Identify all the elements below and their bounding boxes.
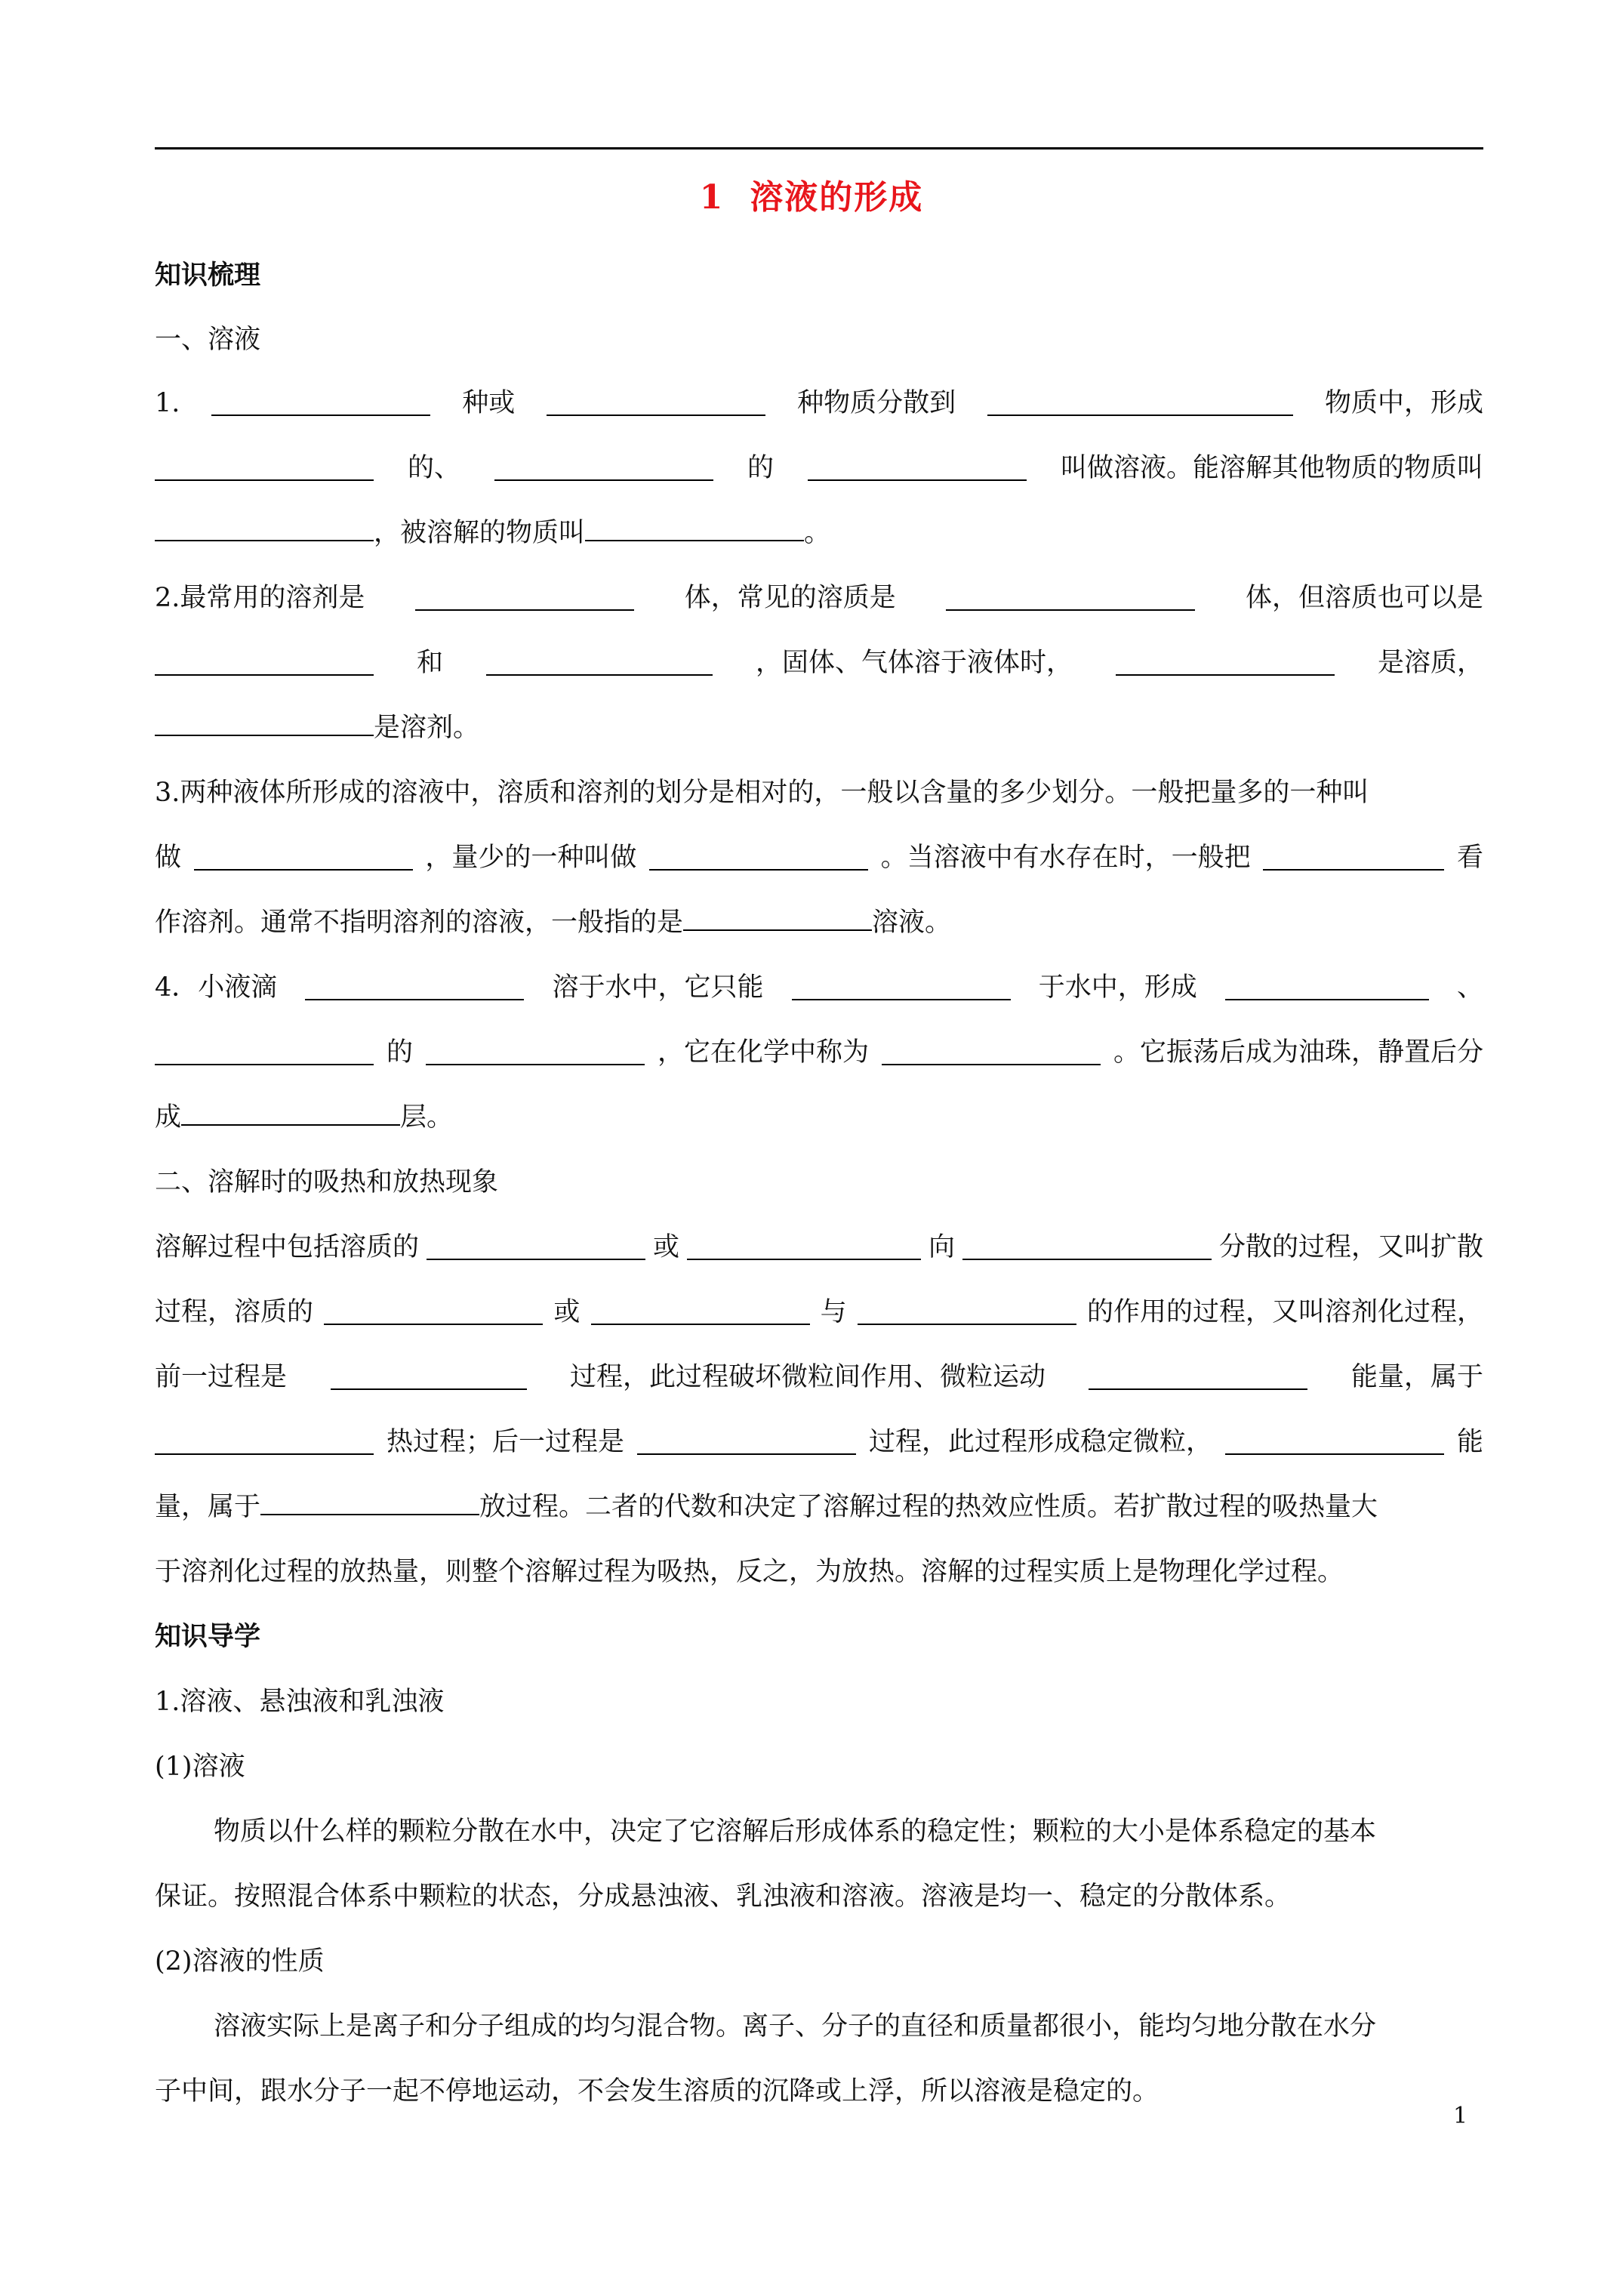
- fill-blank[interactable]: [1089, 1364, 1307, 1390]
- fill-blank[interactable]: [155, 1429, 374, 1455]
- fill-blank[interactable]: [946, 585, 1195, 611]
- fill-blank[interactable]: [155, 650, 374, 676]
- fill-blank[interactable]: [808, 455, 1027, 481]
- guide-paragraph-1-line-2: 保证。按照混合体系中颗粒的状态，分成悬浊液、乳浊液和溶液。溶液是均一、稳定的分散体系。: [155, 1881, 1292, 1912]
- q2-line-1: 2.最常用的溶剂是 体，常见的溶质是 体，但溶质也可以是: [155, 583, 1483, 613]
- heading-heat-phenomena: 二、溶解时的吸热和放热现象: [155, 1167, 499, 1197]
- q4-line-1: 4．小液滴 溶于水中，它只能 于水中，形成 、: [155, 972, 1483, 1003]
- title-number: 1: [699, 178, 725, 217]
- q2-line-2: 和 ，固体、气体溶于液体时， 是溶质，: [155, 640, 1483, 686]
- heading-solution: 一、溶液: [155, 325, 261, 355]
- guide-subheading-properties: (2)溶液的性质: [155, 1946, 325, 1977]
- q3-line-1: 3.两种液体所形成的溶液中，溶质和溶剂的划分是相对的，一般以含量的多少划分。一般把量多的一种叫: [155, 778, 1369, 808]
- fill-blank[interactable]: [591, 1299, 810, 1325]
- fill-blank[interactable]: [882, 1040, 1101, 1065]
- fill-blank[interactable]: [858, 1299, 1076, 1325]
- guide-paragraph-2-line-2: 子中间，跟水分子一起不停地运动，不会发生溶质的沉降或上浮，所以溶液是稳定的。: [155, 2076, 1160, 2106]
- guide-paragraph-1-line-1: 物质以什么样的颗粒分散在水中，决定了它溶解后形成体系的稳定性；颗粒的大小是体系稳定的基本: [214, 1817, 1377, 1847]
- fill-blank[interactable]: [415, 585, 634, 611]
- fill-blank[interactable]: [486, 650, 713, 676]
- fill-blank[interactable]: [987, 390, 1293, 416]
- guide-subheading-solution: (1)溶液: [155, 1752, 245, 1782]
- q5-line-6: 于溶剂化过程的放热量，则整个溶解过程为吸热，反之，为放热。溶解的过程实质上是物理化学过程。: [155, 1557, 1344, 1587]
- fill-blank[interactable]: [260, 1490, 479, 1515]
- q5-line-4: 热过程；后一过程是 过程，此过程形成稳定微粒， 能: [155, 1419, 1483, 1465]
- fill-blank[interactable]: [181, 1100, 400, 1126]
- heading-knowledge-review: 知识梳理: [155, 260, 261, 291]
- guide-paragraph-2-line-1: 溶液实际上是离子和分子组成的均匀混合物。离子、分子的直径和质量都很小，能均匀地分散在水分: [214, 2011, 1377, 2042]
- fill-blank[interactable]: [1225, 975, 1429, 1000]
- fill-blank[interactable]: [585, 516, 804, 541]
- fill-blank[interactable]: [962, 1234, 1212, 1260]
- fill-blank[interactable]: [494, 455, 713, 481]
- guide-heading-1: 1.溶液、悬浊液和乳浊液: [155, 1687, 445, 1717]
- q5-line-3: 前一过程是 过程，此过程破坏微粒间作用、微粒运动 能量，属于: [155, 1362, 1483, 1392]
- fill-blank[interactable]: [683, 905, 872, 931]
- fill-blank[interactable]: [331, 1364, 527, 1390]
- fill-blank[interactable]: [305, 975, 524, 1000]
- fill-blank[interactable]: [1116, 650, 1335, 676]
- heading-knowledge-guide: 知识导学: [155, 1621, 261, 1652]
- fill-blank[interactable]: [547, 390, 765, 416]
- fill-blank[interactable]: [637, 1429, 856, 1455]
- fill-blank[interactable]: [792, 975, 1011, 1000]
- q5-line-5: 量，属于 放过程。二者的代数和决定了溶解过程的热效应性质。若扩散过程的吸热量大: [155, 1484, 1483, 1530]
- q3-line-2: 做 ，量少的一种叫做 。当溶液中有水存在时，一般把 看: [155, 843, 1483, 873]
- fill-blank[interactable]: [427, 1234, 645, 1260]
- fill-blank[interactable]: [649, 845, 868, 871]
- fill-blank[interactable]: [426, 1040, 645, 1065]
- q5-line-1: 溶解过程中包括溶质的 或 向 分散的过程，又叫扩散: [155, 1232, 1483, 1262]
- fill-blank[interactable]: [155, 710, 374, 736]
- page-title: [0, 175, 1623, 220]
- title-text: 溶液的形成: [750, 178, 924, 217]
- q4-line-3: 成 层。: [155, 1095, 1483, 1140]
- fill-blank[interactable]: [1263, 845, 1444, 871]
- page-number: 1: [1453, 2103, 1468, 2129]
- q3-line-3: 作溶剂。通常不指明溶剂的溶液，一般指的是 溶液。: [155, 900, 1483, 945]
- q1-line-3: ，被溶解的物质叫 。: [155, 510, 1483, 556]
- q4-line-2: 的 ，它在化学中称为 。它振荡后成为油珠，静置后分: [155, 1030, 1483, 1075]
- fill-blank[interactable]: [155, 455, 374, 481]
- q5-line-2: 过程，溶质的 或 与 的作用的过程，又叫溶剂化过程，: [155, 1297, 1483, 1327]
- fill-blank[interactable]: [155, 516, 374, 541]
- fill-blank[interactable]: [324, 1299, 543, 1325]
- q1-line-2: 的、 的 叫做溶液。能溶解其他物质的物质叫: [155, 445, 1483, 491]
- fill-blank[interactable]: [687, 1234, 921, 1260]
- q1-line-1: 1. 种或 种物质分散到 物质中，形成: [155, 388, 1483, 418]
- fill-blank[interactable]: [194, 845, 413, 871]
- fill-blank[interactable]: [155, 1040, 374, 1065]
- header-rule: [155, 147, 1483, 149]
- fill-blank[interactable]: [211, 390, 430, 416]
- q2-line-3: 是溶剂。: [155, 705, 1483, 750]
- fill-blank[interactable]: [1225, 1429, 1444, 1455]
